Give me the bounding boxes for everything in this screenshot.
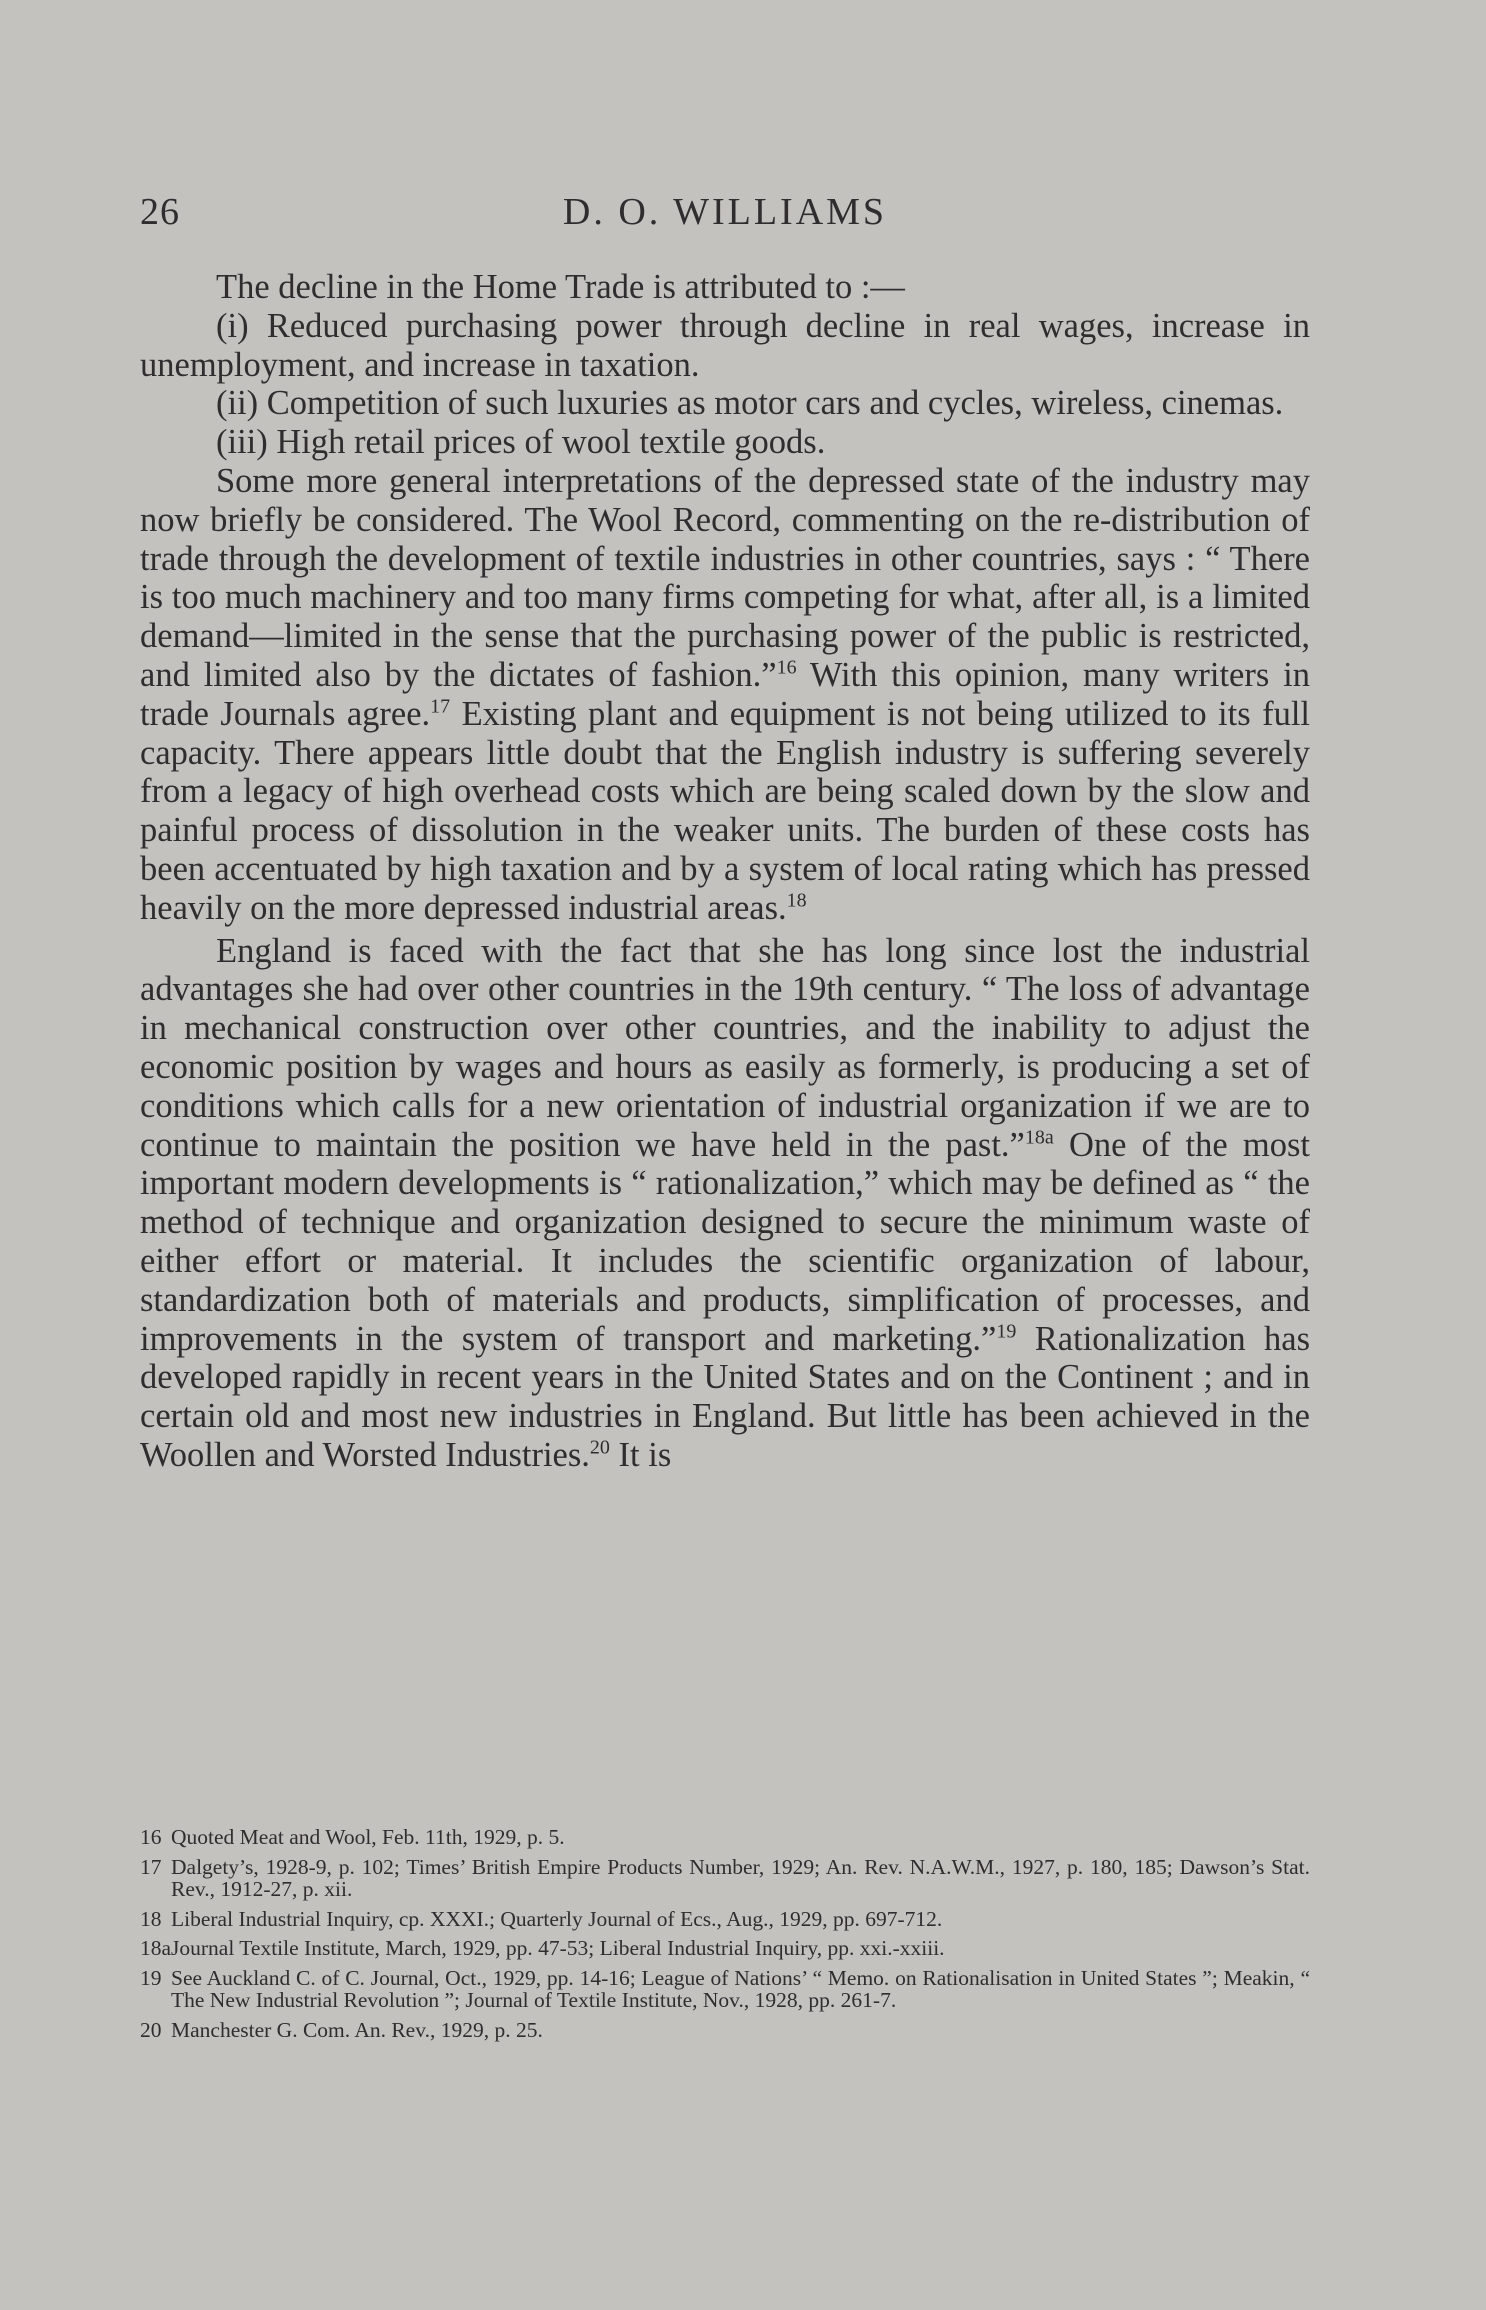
footnote-text: See Auckland C. of C. Journal, Oct., 1929, pp. 14-16; League of Nations’ “ Memo. on Rationalisation in United States ”; Meakin, “ The New Industrial Revolution ”; Journal of Textile Institute, Nov., 1928, pp. 261-7. xyxy=(171,1965,1310,2012)
footnote-number: 16 xyxy=(140,1825,162,1849)
text-segment: It is xyxy=(609,1435,672,1474)
footnote-text: Journal Textile Institute, March, 1929, pp. 47-53; Liberal Industrial Inquiry, pp. xxi.-xxiii. xyxy=(171,1936,945,1960)
body-text xyxy=(140,268,1310,1475)
footnote-16 xyxy=(140,1826,1310,1849)
footnotes xyxy=(140,1826,1310,2048)
running-head: D. O. WILLIAMS xyxy=(562,191,888,233)
footnote-number: 17 xyxy=(140,1854,162,1879)
footnote-18 xyxy=(140,1908,1310,1931)
footnote-text: Dalgety’s, 1928-9, p. 102; Times’ British Empire Products Number, 1929; An. Rev. N.A.W.M., 1927, p. 180, 185; Dawson’s Stat. Rev., 1912-27, p. xii. xyxy=(171,1854,1310,1901)
footnote-20 xyxy=(140,2019,1310,2042)
footnote-ref: 20 xyxy=(589,1436,610,1459)
text-segment: Rationalization has developed rapidly in recent years in the United States and on the Continent ; and in certain old and most new industries in England. But little has been achieved in the Woollen and Worsted Industries. xyxy=(140,1319,1311,1474)
footnote-ref: 16 xyxy=(776,656,797,679)
text-segment: England is faced with the fact that she has long since lost the industrial advantages she had over other countries in the 19th century. “ The loss of advantage in mechanical construction over other countries, and the inability to adjust the economic position by wages and hours as easily as formerly, is producing a set of conditions which calls for a new orientation of industrial organization if we are to continue to maintain the position we have held in the past.” xyxy=(140,931,1310,1164)
footnote-ref: 19 xyxy=(996,1320,1017,1343)
page-header xyxy=(140,190,1310,238)
footnote-17 xyxy=(140,1856,1310,1901)
footnote-ref: 18 xyxy=(786,889,807,912)
footnote-ref: 18a xyxy=(1024,1126,1054,1149)
paragraph-intro: The decline in the Home Trade is attributed to :— xyxy=(216,268,905,306)
text-segment: With this opinion, many writers in trade Journals agree. xyxy=(140,655,1311,733)
paragraph-point-i: (i) Reduced purchasing power through decline in real wages, increase in unemployment, and increase in taxation. xyxy=(140,306,1310,384)
footnote-ref: 17 xyxy=(430,695,451,718)
footnote-19 xyxy=(140,1967,1310,2012)
text-segment: One of the most important modern developments is “ rationalization,” which may be defined as “ the method of technique and organization designed to secure the minimum waste of either effort or material. It includes the scientific organization of labour, standardization both of materials and products, simplification of processes, and improvements in the system of transport and marketing.” xyxy=(140,1125,1310,1358)
footnote-text: Liberal Industrial Inquiry, cp. XXXI.; Quarterly Journal of Ecs., Aug., 1929, pp. 697-712. xyxy=(171,1906,943,1931)
text-segment: Existing plant and equipment is not being utilized to its full capacity. There appears little doubt that the English industry is suffering severely from a legacy of high overhead costs which are being scaled down by the slow and painful process of dissolution in the weaker units. The burden of these costs has been accentuated by high taxation and by a system of local rating which has pressed heavily on the more depressed industrial areas. xyxy=(140,694,1311,927)
footnote-text: Quoted Meat and Wool, Feb. 11th, 1929, p. 5. xyxy=(171,1825,565,1849)
footnote-number: 19 xyxy=(140,1965,162,1990)
footnote-number: 18 xyxy=(140,1906,162,1931)
footnote-number: 18a xyxy=(140,1936,172,1960)
paragraph-rationalization xyxy=(140,932,1310,1475)
paragraph-point-iii: (iii) High retail prices of wool textile goods. xyxy=(216,423,826,462)
footnote-number: 20 xyxy=(140,2017,162,2042)
paragraph-interpretations xyxy=(140,462,1310,928)
footnote-18a xyxy=(140,1937,1310,1960)
footnote-text: Manchester G. Com. An. Rev., 1929, p. 25. xyxy=(171,2017,543,2042)
paragraph-point-ii: (ii) Competition of such luxuries as motor cars and cycles, wireless, cinemas. xyxy=(216,384,1284,423)
text-segment: Some more general interpretations of the depressed state of the industry may now briefly be considered. The Wool Record, commenting on the re-distribution of trade through the development of textile industries in other countries, says : “ There is too much machinery and too many firms competing for what, after all, is a limited demand—limited in the sense that the purchasing power of the public is restricted, and limited also by the dictates of fashion.” xyxy=(140,461,1310,694)
page-number: 26 xyxy=(140,191,180,233)
